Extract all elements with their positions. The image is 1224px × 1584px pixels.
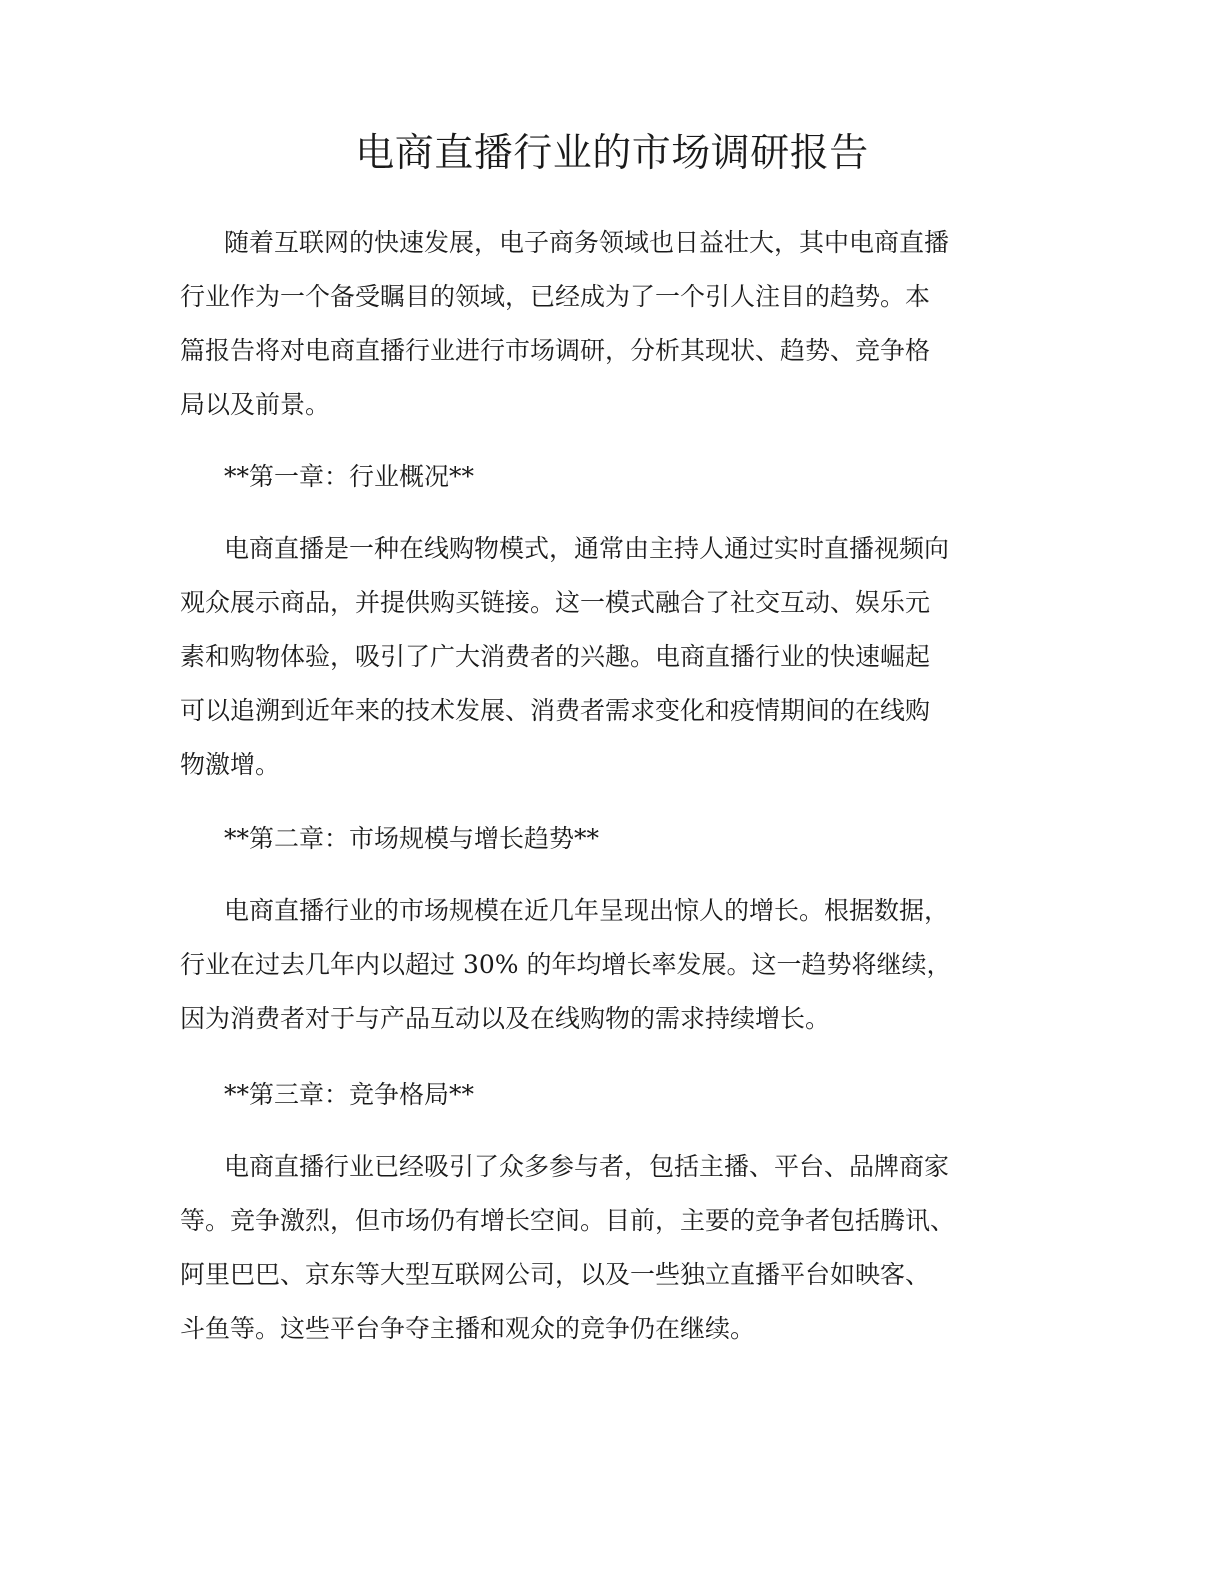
paragraph-line: 因为消费者对于与产品互动以及在线购物的需求持续增长。: [180, 1004, 831, 1033]
chapter-3-paragraph: [180, 1140, 1060, 1356]
paragraph-line: 观众展示商品，并提供购买链接。这一模式融合了社交互动、娱乐元: [180, 588, 931, 617]
paragraph-line: 素和购物体验，吸引了广大消费者的兴趣。电商直播行业的快速崛起: [180, 642, 931, 671]
intro-paragraph: [180, 216, 1060, 432]
paragraph-line: 物激增。: [180, 750, 281, 779]
paragraph-line: 电商直播行业的市场规模在近几年呈现出惊人的增长。根据数据，: [224, 896, 950, 925]
paragraph-line: 行业在过去几年内以超过 30% 的年均增长率发展。这一趋势将继续，: [180, 950, 952, 979]
paragraph-line: 行业作为一个备受瞩目的领域，已经成为了一个引人注目的趋势。本: [180, 282, 931, 311]
paragraph-line: 电商直播行业已经吸引了众多参与者，包括主播、平台、品牌商家: [224, 1152, 950, 1181]
paragraph-line: 等。竞争激烈，但市场仍有增长空间。目前，主要的竞争者包括腾讯、: [180, 1206, 956, 1235]
paragraph-line: 随着互联网的快速发展，电子商务领域也日益壮大，其中电商直播: [224, 228, 950, 257]
chapter-heading-3: **第三章：竞争格局**: [224, 1080, 475, 1109]
paragraph-line: 篇报告将对电商直播行业进行市场调研，分析其现状、趋势、竞争格: [180, 336, 931, 365]
paragraph-line: 阿里巴巴、京东等大型互联网公司，以及一些独立直播平台如映客、: [180, 1260, 931, 1289]
chapter-heading-1: **第一章：行业概况**: [224, 462, 475, 491]
paragraph-line: 可以追溯到近年来的技术发展、消费者需求变化和疫情期间的在线购: [180, 696, 931, 725]
chapter-1-paragraph: [180, 522, 1060, 792]
document-title: 电商直播行业的市场调研报告: [355, 131, 869, 176]
paragraph-line: 局以及前景。: [180, 390, 331, 419]
chapter-heading-2: **第二章：市场规模与增长趋势**: [224, 824, 600, 853]
paragraph-line: 斗鱼等。这些平台争夺主播和观众的竞争仍在继续。: [180, 1314, 756, 1343]
chapter-2-paragraph: [180, 884, 1060, 1046]
paragraph-line: 电商直播是一种在线购物模式，通常由主持人通过实时直播视频向: [224, 534, 950, 563]
